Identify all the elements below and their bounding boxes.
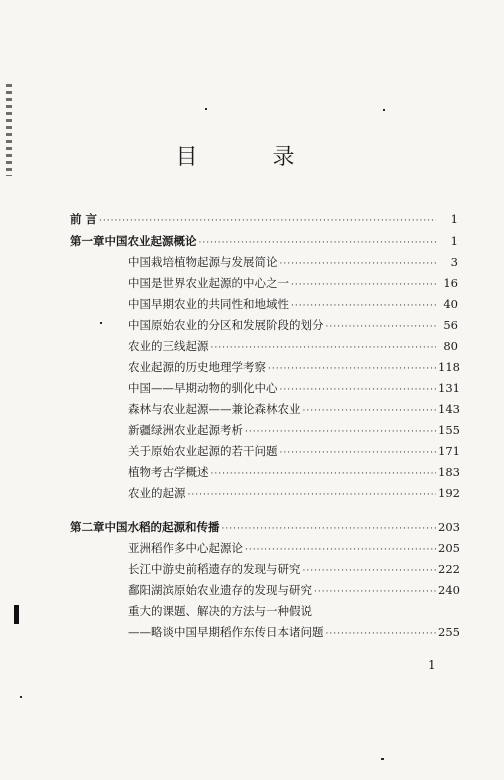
toc-entry-title: 长江中游史前稻遗存的发现与研究 — [128, 562, 301, 576]
toc-entry-title: 中国原始农业的分区和发展阶段的划分 — [128, 318, 324, 332]
toc-page-number: 1 — [450, 234, 458, 248]
toc-chapter-label: 第一章 — [70, 234, 105, 248]
toc-page-number: 16 — [443, 276, 458, 290]
toc-leader-dots — [211, 467, 437, 481]
toc-row — [70, 520, 458, 536]
toc-row — [128, 402, 458, 418]
toc-leader-dots — [245, 543, 436, 557]
toc-page-number: 80 — [443, 339, 458, 353]
scan-bar-mark — [14, 605, 19, 624]
page-number: 1 — [428, 658, 436, 672]
toc-row — [128, 444, 458, 460]
toc-row — [128, 318, 458, 334]
toc-row — [128, 381, 458, 397]
toc-row — [128, 604, 458, 618]
toc-page-number: 255 — [438, 625, 460, 639]
toc-page-number: 203 — [438, 520, 460, 534]
toc-leader-dots — [280, 446, 437, 460]
toc-leader-dots — [188, 488, 437, 502]
toc-page-number: 40 — [443, 297, 458, 311]
toc-row — [128, 583, 458, 599]
toc-page-number: 240 — [438, 583, 460, 597]
toc-row — [128, 562, 458, 578]
toc-leader-dots — [222, 522, 437, 536]
toc-leader-dots — [199, 236, 437, 250]
toc-entry-title: ——略谈中国早期稻作东传日本诸问题 — [128, 625, 324, 639]
toc-entry-title: 中国早期农业的共同性和地域性 — [128, 297, 289, 311]
toc-page-number: 183 — [438, 465, 460, 479]
toc-leader-dots — [280, 257, 437, 271]
scan-speck — [381, 758, 384, 760]
toc-leader-dots — [326, 320, 437, 334]
toc-entry-title: 中国栽培植物起源与发展简论 — [128, 255, 278, 269]
toc-row — [128, 360, 458, 376]
toc-row — [128, 541, 458, 557]
toc-leader-dots — [303, 564, 437, 578]
toc-leader-dots — [314, 585, 436, 599]
toc-leader-dots — [326, 627, 437, 641]
toc-page-number: 56 — [443, 318, 458, 332]
scan-speck — [20, 696, 22, 698]
toc-page-number: 171 — [438, 444, 460, 458]
toc-entry-title: 植物考古学概述 — [128, 465, 209, 479]
toc-row — [128, 625, 458, 641]
toc-leader-dots — [268, 362, 436, 376]
toc-row — [70, 234, 458, 250]
toc-leader-dots — [291, 299, 436, 313]
toc-row — [70, 212, 458, 228]
toc-page-number: 205 — [438, 541, 460, 555]
toc-row — [128, 465, 458, 481]
page-title: 目 录 — [175, 145, 329, 170]
toc-entry-title: 中国是世界农业起源的中心之一 — [128, 276, 289, 290]
toc-entry-title: 农业的起源 — [128, 486, 186, 500]
toc-entry-title: 鄱阳湖滨原始农业遗存的发现与研究 — [128, 583, 312, 597]
toc-leader-dots — [245, 425, 436, 439]
toc-entry-title: 新疆绿洲农业起源考析 — [128, 423, 243, 437]
toc-page-number: 1 — [450, 212, 458, 226]
toc-entry-title: 重大的课题、解决的方法与一种假说 — [128, 604, 312, 618]
toc-page-number: 192 — [438, 486, 460, 500]
toc-row — [128, 276, 458, 292]
toc-row — [128, 297, 458, 313]
toc-entry-title: 亚洲稻作多中心起源论 — [128, 541, 243, 555]
toc-entry-title: 中国农业起源概论 — [104, 234, 197, 248]
toc-row — [128, 339, 458, 355]
toc-page-number: 3 — [450, 255, 458, 269]
toc-entry-title: 中国水稻的起源和传播 — [104, 520, 220, 534]
toc-leader-dots — [291, 278, 436, 292]
toc-page-number: 143 — [438, 402, 460, 416]
toc-leader-dots — [303, 404, 437, 418]
toc-page-number: 222 — [438, 562, 460, 576]
toc-leader-dots — [280, 383, 437, 397]
scan-speck — [383, 109, 385, 111]
toc-page-number: 131 — [438, 381, 460, 395]
toc-row — [128, 423, 458, 439]
scan-speck — [205, 108, 207, 110]
toc-entry-title: 关于原始农业起源的若干问题 — [128, 444, 278, 458]
toc-chapter-label: 第二章 — [70, 520, 105, 534]
toc-entry-title: 农业的三线起源 — [128, 339, 209, 353]
toc-leader-dots — [211, 341, 437, 355]
toc-page-number: 155 — [438, 423, 460, 437]
scan-speck — [100, 322, 102, 324]
toc-page-number: 118 — [438, 360, 460, 374]
toc-entry-title: 森林与农业起源——兼论森林农业 — [128, 402, 301, 416]
toc-leader-dots — [99, 214, 436, 228]
toc-entry-title: 中国——早期动物的驯化中心 — [128, 381, 278, 395]
toc-chapter-label: 前 言 — [70, 212, 98, 226]
toc-entry-title: 农业起源的历史地理学考察 — [128, 360, 266, 374]
toc-row — [128, 255, 458, 271]
toc-row — [128, 486, 458, 502]
